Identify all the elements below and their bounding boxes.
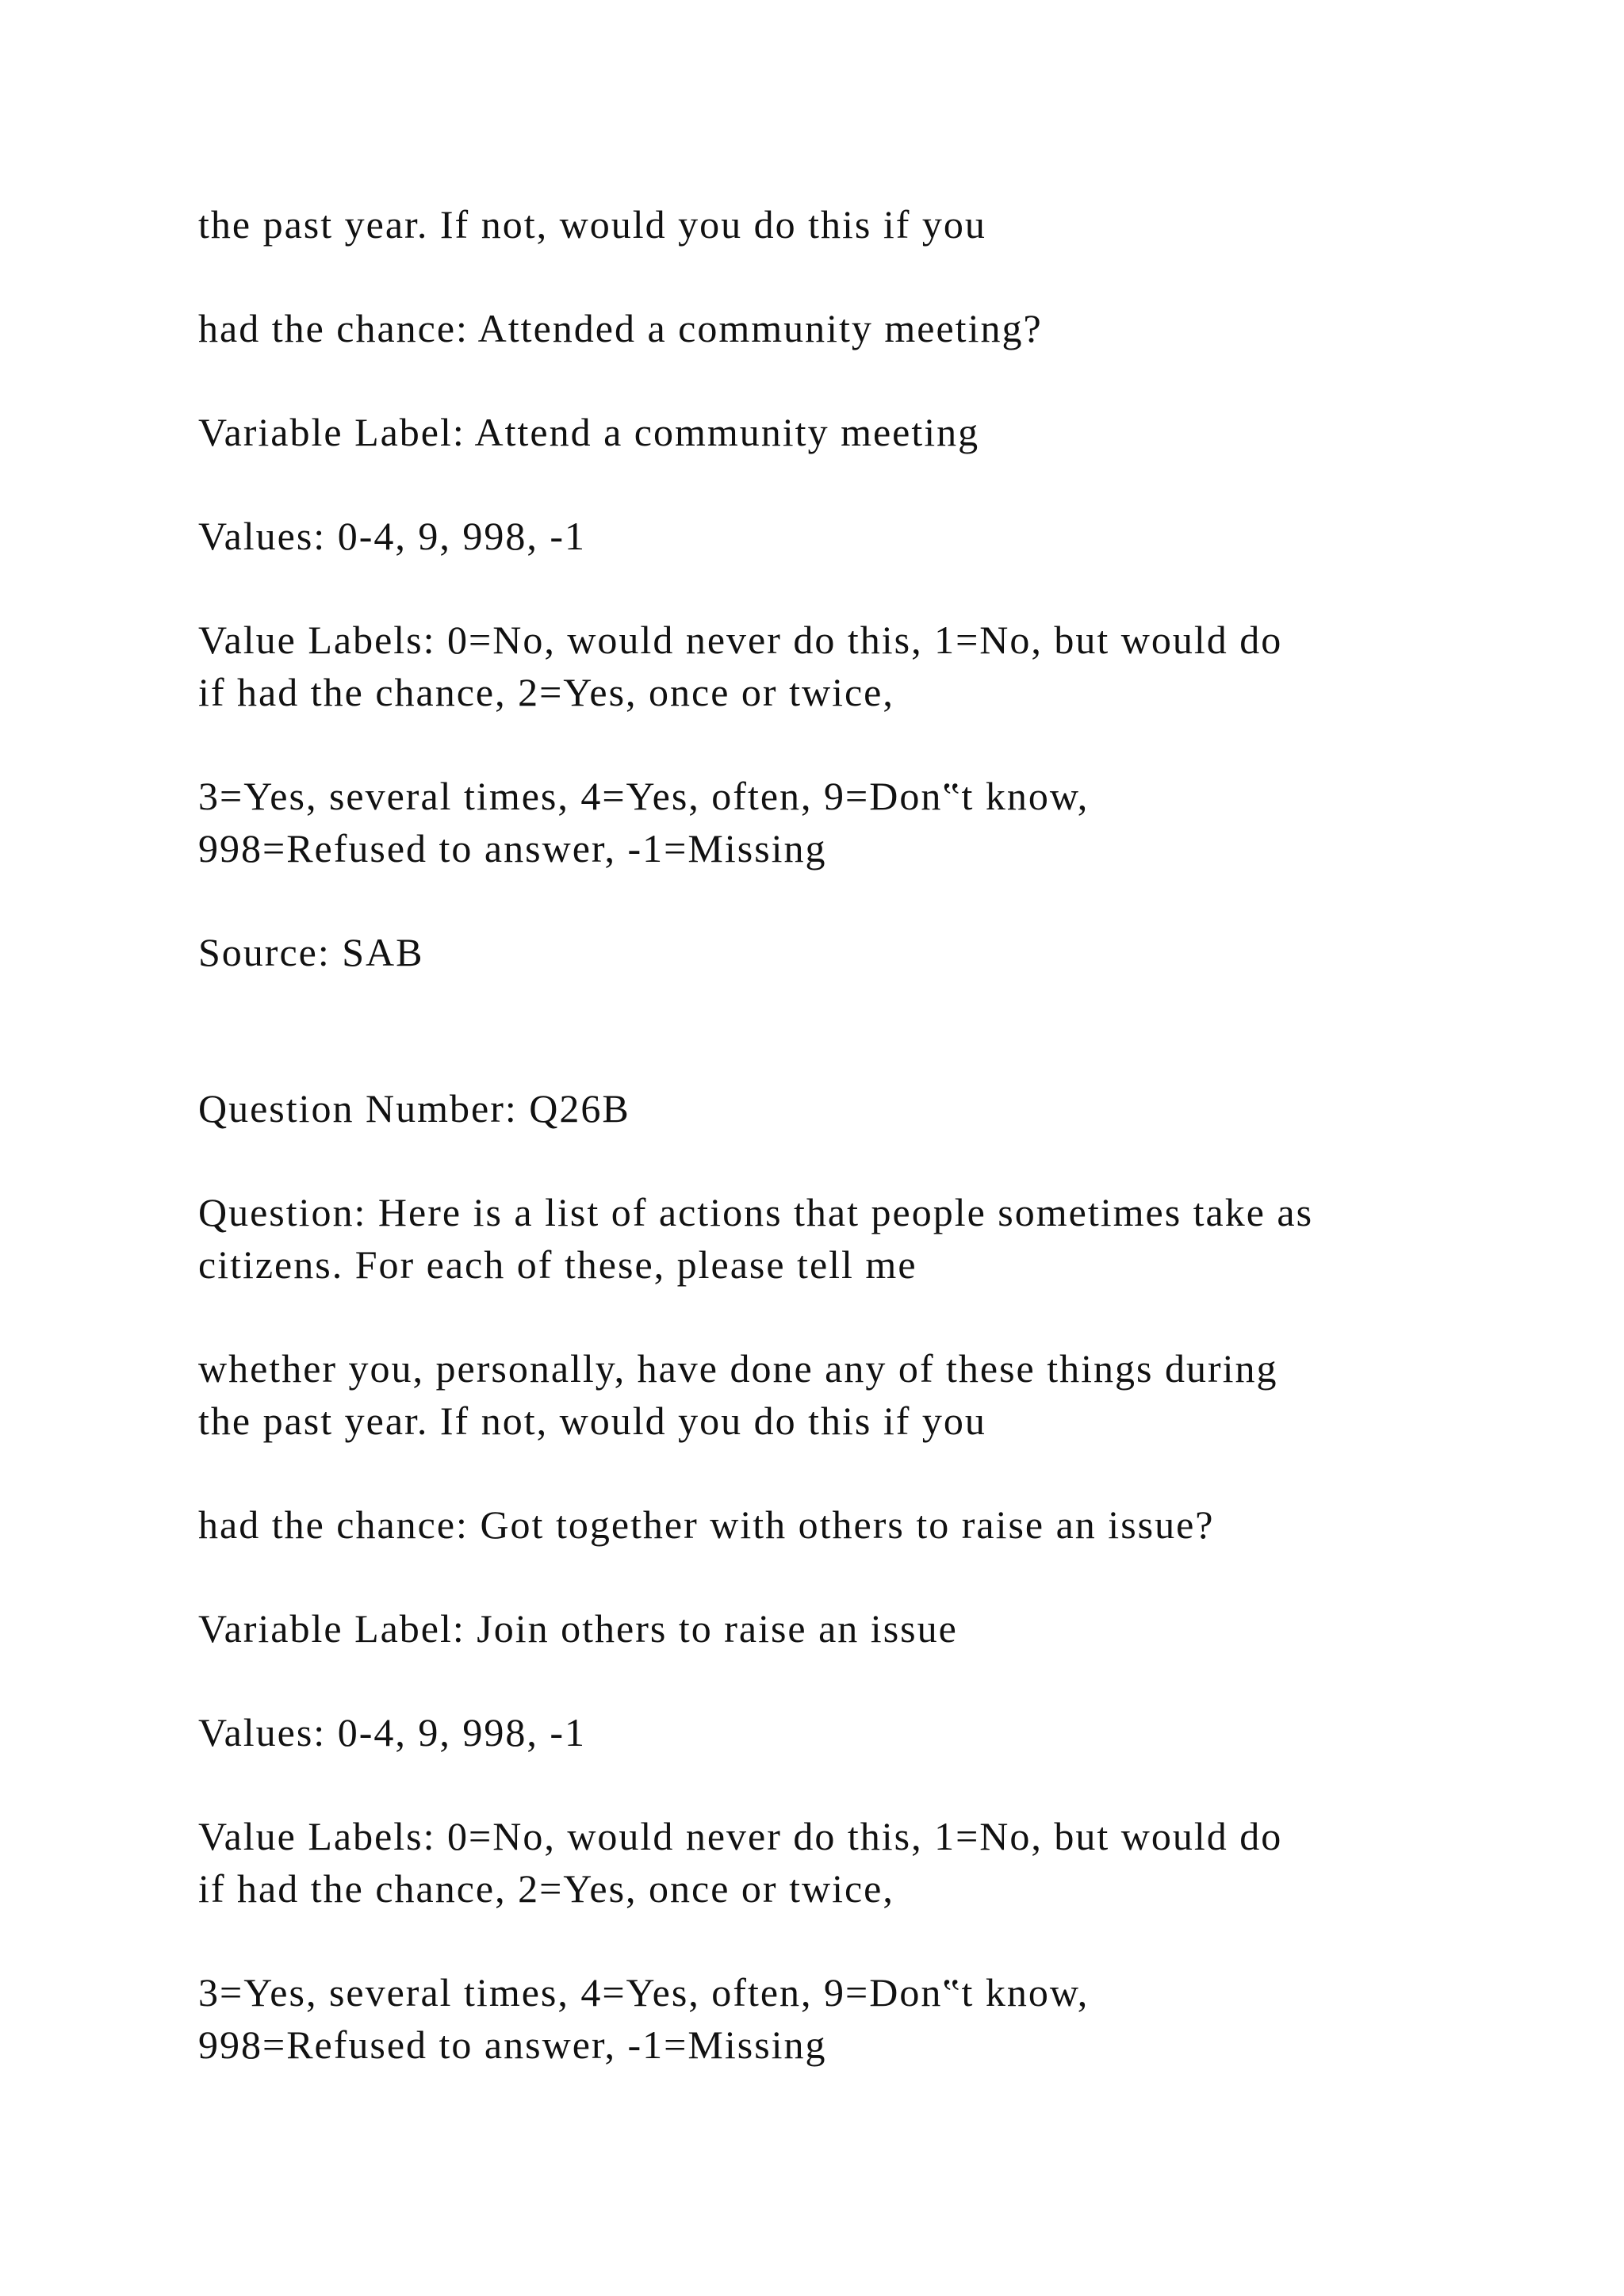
text-line-2: had the chance: Attended a community meeting? xyxy=(198,306,1043,350)
text-line-3: Variable Label: Attend a community meeting xyxy=(198,410,980,454)
text-line-7: 3=Yes, several times, 4=Yes, often, 9=Don‟t know, xyxy=(198,774,1090,818)
text-line-10: Question Number: Q26B xyxy=(198,1086,630,1131)
text-line-8: 998=Refused to answer, -1=Missing xyxy=(198,826,827,871)
text-line-9: Source: SAB xyxy=(198,930,424,974)
text-line-15: had the chance: Got together with others to raise an issue? xyxy=(198,1502,1215,1547)
text-line-1: the past year. If not, would you do this if you xyxy=(198,202,986,247)
text-line-14: the past year. If not, would you do this if you xyxy=(198,1399,986,1443)
text-line-20: 3=Yes, several times, 4=Yes, often, 9=Don‟t know, xyxy=(198,1970,1090,2015)
text-line-19: if had the chance, 2=Yes, once or twice, xyxy=(198,1866,894,1911)
text-line-5: Value Labels: 0=No, would never do this, 1=No, but would do xyxy=(198,618,1283,662)
text-line-21: 998=Refused to answer, -1=Missing xyxy=(198,2022,827,2067)
text-line-17: Values: 0-4, 9, 998, -1 xyxy=(198,1710,586,1755)
text-line-13: whether you, personally, have done any of these things during xyxy=(198,1346,1278,1391)
text-line-18: Value Labels: 0=No, would never do this, 1=No, but would do xyxy=(198,1814,1283,1858)
text-line-12: citizens. For each of these, please tell me xyxy=(198,1242,917,1287)
text-line-11: Question: Here is a list of actions that people sometimes take as xyxy=(198,1190,1314,1234)
text-line-16: Variable Label: Join others to raise an issue xyxy=(198,1606,958,1651)
text-line-4: Values: 0-4, 9, 998, -1 xyxy=(198,514,586,558)
text-line-6: if had the chance, 2=Yes, once or twice, xyxy=(198,670,894,714)
